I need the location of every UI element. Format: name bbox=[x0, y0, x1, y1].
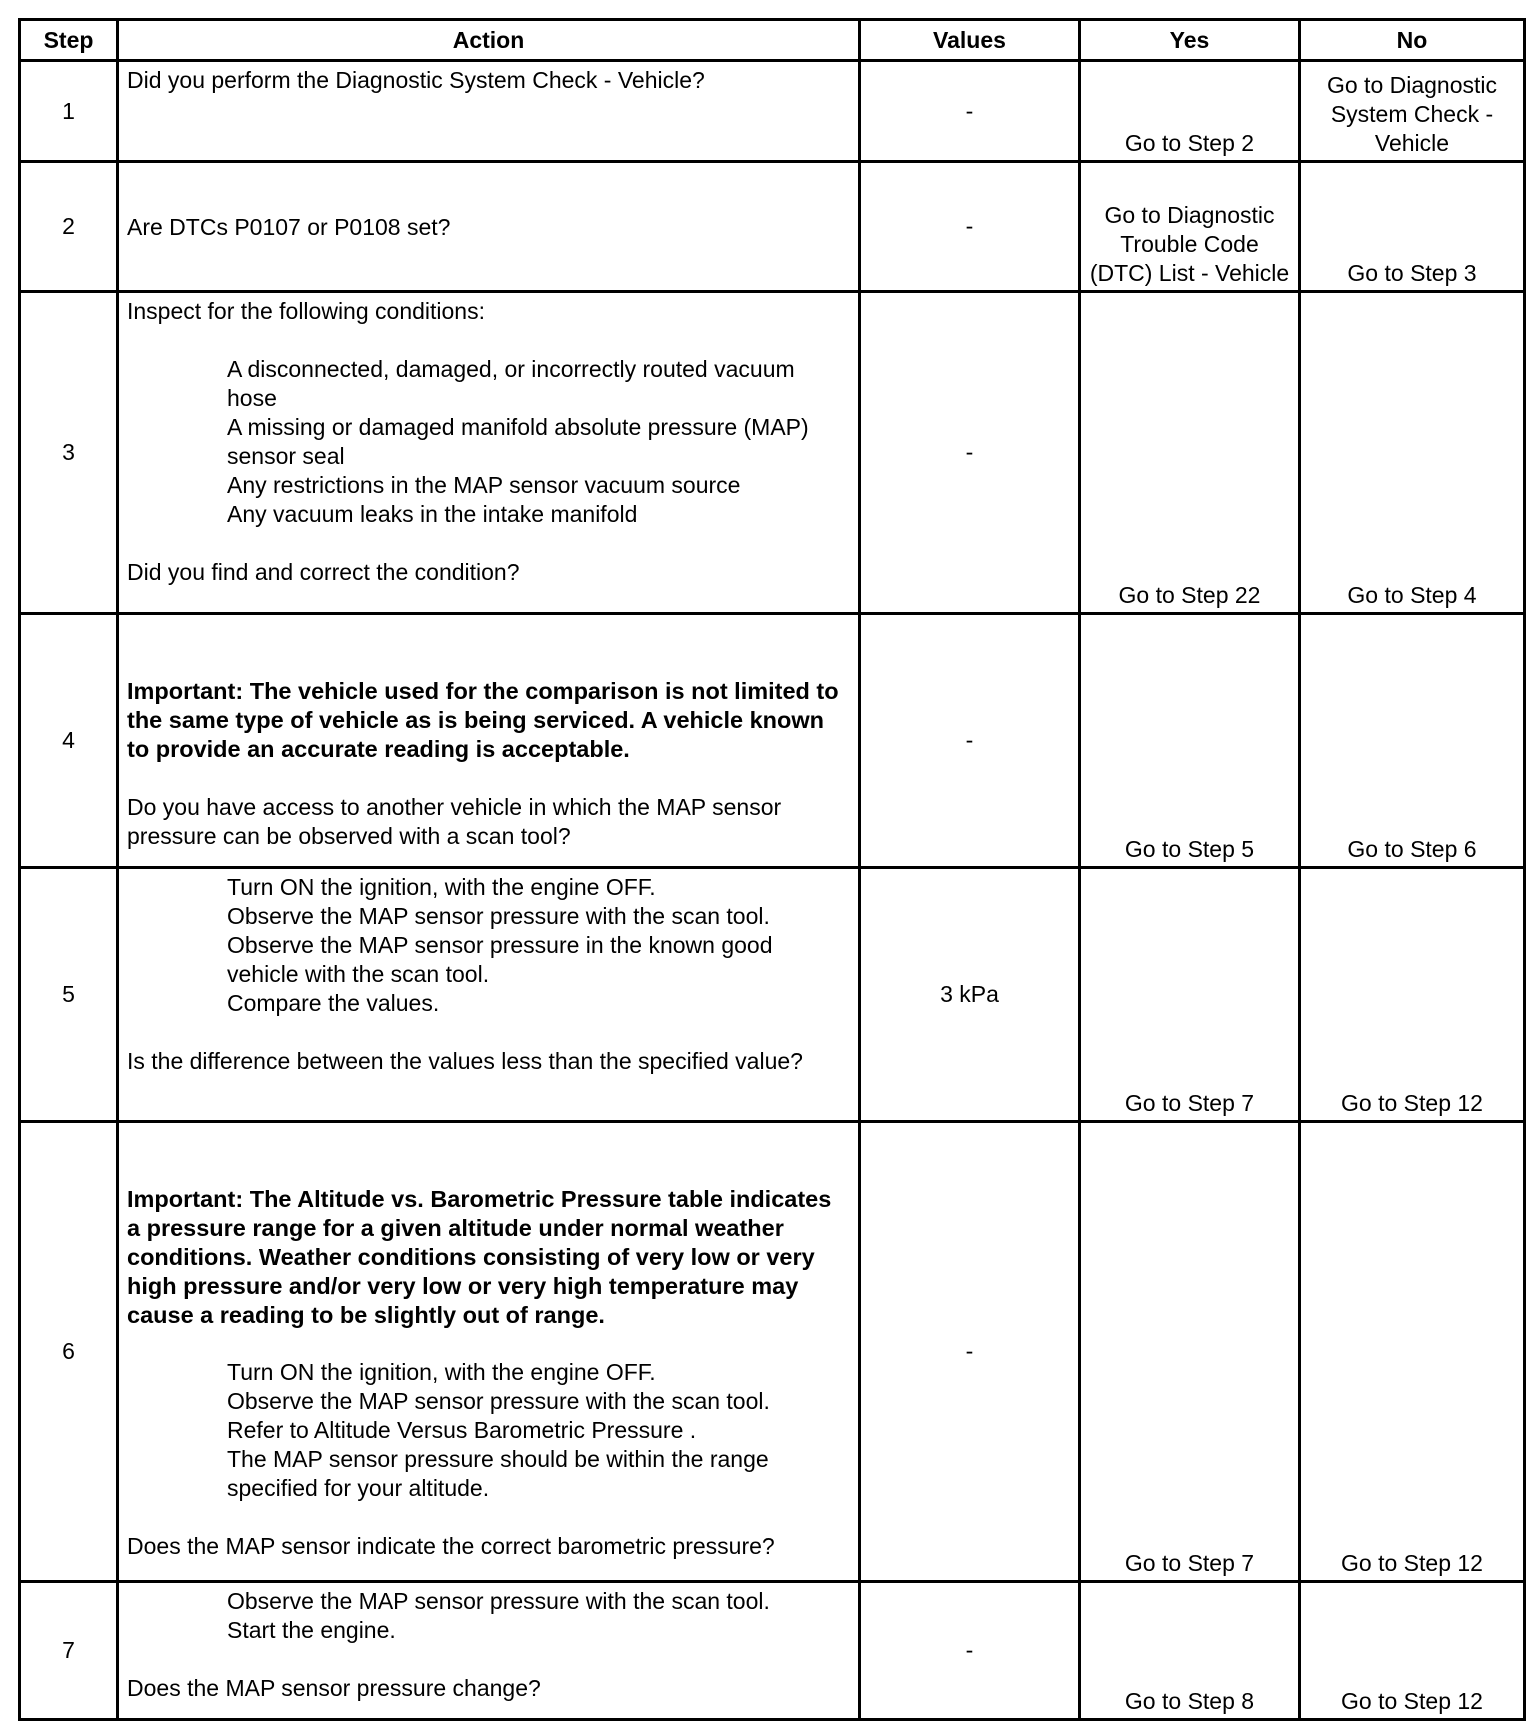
important-note: Important: The vehicle used for the comparison is not limited to the same type of vehicle as is being serviced. A vehicle known to provide an accurate reading is acceptable. bbox=[127, 678, 839, 762]
action-list-item: Observe the MAP sensor pressure with the scan tool. bbox=[227, 1588, 770, 1614]
step-number: 1 bbox=[20, 61, 118, 162]
step-number: 2 bbox=[20, 162, 118, 292]
action-list-item: Refer to Altitude Versus Barometric Pressure . bbox=[227, 1417, 697, 1443]
header-no: No bbox=[1300, 20, 1525, 61]
action-list-item: The MAP sensor pressure should be within the range specified for your altitude. bbox=[227, 1446, 769, 1501]
value-cell: - bbox=[860, 1582, 1080, 1720]
no-link[interactable]: Go to Step 3 bbox=[1300, 162, 1525, 292]
value-cell: - bbox=[860, 614, 1080, 868]
action-list-item: Turn ON the ignition, with the engine OFF. bbox=[227, 874, 656, 900]
table-row bbox=[20, 292, 1525, 614]
table-row bbox=[20, 162, 1525, 292]
action-list-item: Any restrictions in the MAP sensor vacuum source bbox=[227, 472, 741, 498]
yes-link[interactable]: Go to Step 7 bbox=[1080, 868, 1300, 1122]
step-number: 3 bbox=[20, 292, 118, 614]
no-link[interactable]: Go to Step 6 bbox=[1300, 614, 1525, 868]
header-yes: Yes bbox=[1080, 20, 1300, 61]
no-link[interactable]: Go to Step 4 bbox=[1300, 292, 1525, 614]
action-list-item: Any vacuum leaks in the intake manifold bbox=[227, 501, 638, 527]
value-cell: - bbox=[860, 162, 1080, 292]
step-number: 7 bbox=[20, 1582, 118, 1720]
value-cell: - bbox=[860, 1122, 1080, 1582]
important-note: Important: The Altitude vs. Barometric Pressure table indicates a pressure range for a given altitude under normal weather conditions. Weather conditions consisting of very low or very high pressure and/or very low or very high temperature may cause a reading to be slightly out of range. bbox=[127, 1186, 832, 1328]
yes-link[interactable]: Go to Diagnostic Trouble Code (DTC) List - Vehicle bbox=[1080, 162, 1300, 292]
no-link[interactable]: Go to Step 12 bbox=[1300, 1122, 1525, 1582]
step-number: 6 bbox=[20, 1122, 118, 1582]
table-row bbox=[20, 614, 1525, 868]
action-list-item: Compare the values. bbox=[227, 990, 440, 1016]
action-cell bbox=[118, 868, 860, 1122]
value-cell: 3 kPa bbox=[860, 868, 1080, 1122]
table-row bbox=[20, 1582, 1525, 1720]
header-values: Values bbox=[860, 20, 1080, 61]
action-list-item: Observe the MAP sensor pressure with the scan tool. bbox=[227, 1388, 770, 1414]
yes-link[interactable]: Go to Step 2 bbox=[1080, 61, 1300, 162]
action-cell bbox=[118, 614, 860, 868]
yes-link[interactable]: Go to Step 22 bbox=[1080, 292, 1300, 614]
action-question: Is the difference between the values less than the specified value? bbox=[127, 1048, 803, 1074]
action-question: Are DTCs P0107 or P0108 set? bbox=[127, 214, 451, 240]
no-link[interactable]: Go to Step 12 bbox=[1300, 868, 1525, 1122]
action-cell bbox=[118, 1122, 860, 1582]
action-cell bbox=[118, 162, 860, 292]
action-cell bbox=[118, 292, 860, 614]
action-list-item: Start the engine. bbox=[227, 1617, 396, 1643]
action-question: Do you have access to another vehicle in which the MAP sensor pressure can be observed with a scan tool? bbox=[127, 794, 782, 849]
no-link[interactable]: Go to Step 12 bbox=[1300, 1582, 1525, 1720]
step-number: 5 bbox=[20, 868, 118, 1122]
value-cell: - bbox=[860, 61, 1080, 162]
header-row bbox=[20, 20, 1525, 61]
action-list-item: Observe the MAP sensor pressure in the known good vehicle with the scan tool. bbox=[227, 932, 773, 987]
header-action: Action bbox=[118, 20, 860, 61]
diagnostic-table bbox=[18, 18, 1526, 1721]
table-row bbox=[20, 868, 1525, 1122]
action-question: Does the MAP sensor pressure change? bbox=[127, 1675, 541, 1701]
action-question: Did you perform the Diagnostic System Check - Vehicle? bbox=[127, 67, 705, 93]
step-number: 4 bbox=[20, 614, 118, 868]
action-list-item: Turn ON the ignition, with the engine OFF. bbox=[227, 1359, 656, 1385]
action-cell bbox=[118, 1582, 860, 1720]
yes-link[interactable]: Go to Step 8 bbox=[1080, 1582, 1300, 1720]
action-question: Did you find and correct the condition? bbox=[127, 559, 520, 585]
action-list-item: A disconnected, damaged, or incorrectly routed vacuum hose bbox=[227, 356, 795, 411]
table-row bbox=[20, 1122, 1525, 1582]
action-question: Does the MAP sensor indicate the correct barometric pressure? bbox=[127, 1533, 775, 1559]
header-step: Step bbox=[20, 20, 118, 61]
table-row bbox=[20, 61, 1525, 162]
no-link[interactable]: Go to Diagnostic System Check - Vehicle bbox=[1300, 61, 1525, 162]
action-list-item: A missing or damaged manifold absolute pressure (MAP) sensor seal bbox=[227, 414, 809, 469]
action-cell bbox=[118, 61, 860, 162]
value-cell: - bbox=[860, 292, 1080, 614]
yes-link[interactable]: Go to Step 7 bbox=[1080, 1122, 1300, 1582]
action-list-item: Observe the MAP sensor pressure with the scan tool. bbox=[227, 903, 770, 929]
action-intro: Inspect for the following conditions: bbox=[127, 298, 485, 324]
yes-link[interactable]: Go to Step 5 bbox=[1080, 614, 1300, 868]
